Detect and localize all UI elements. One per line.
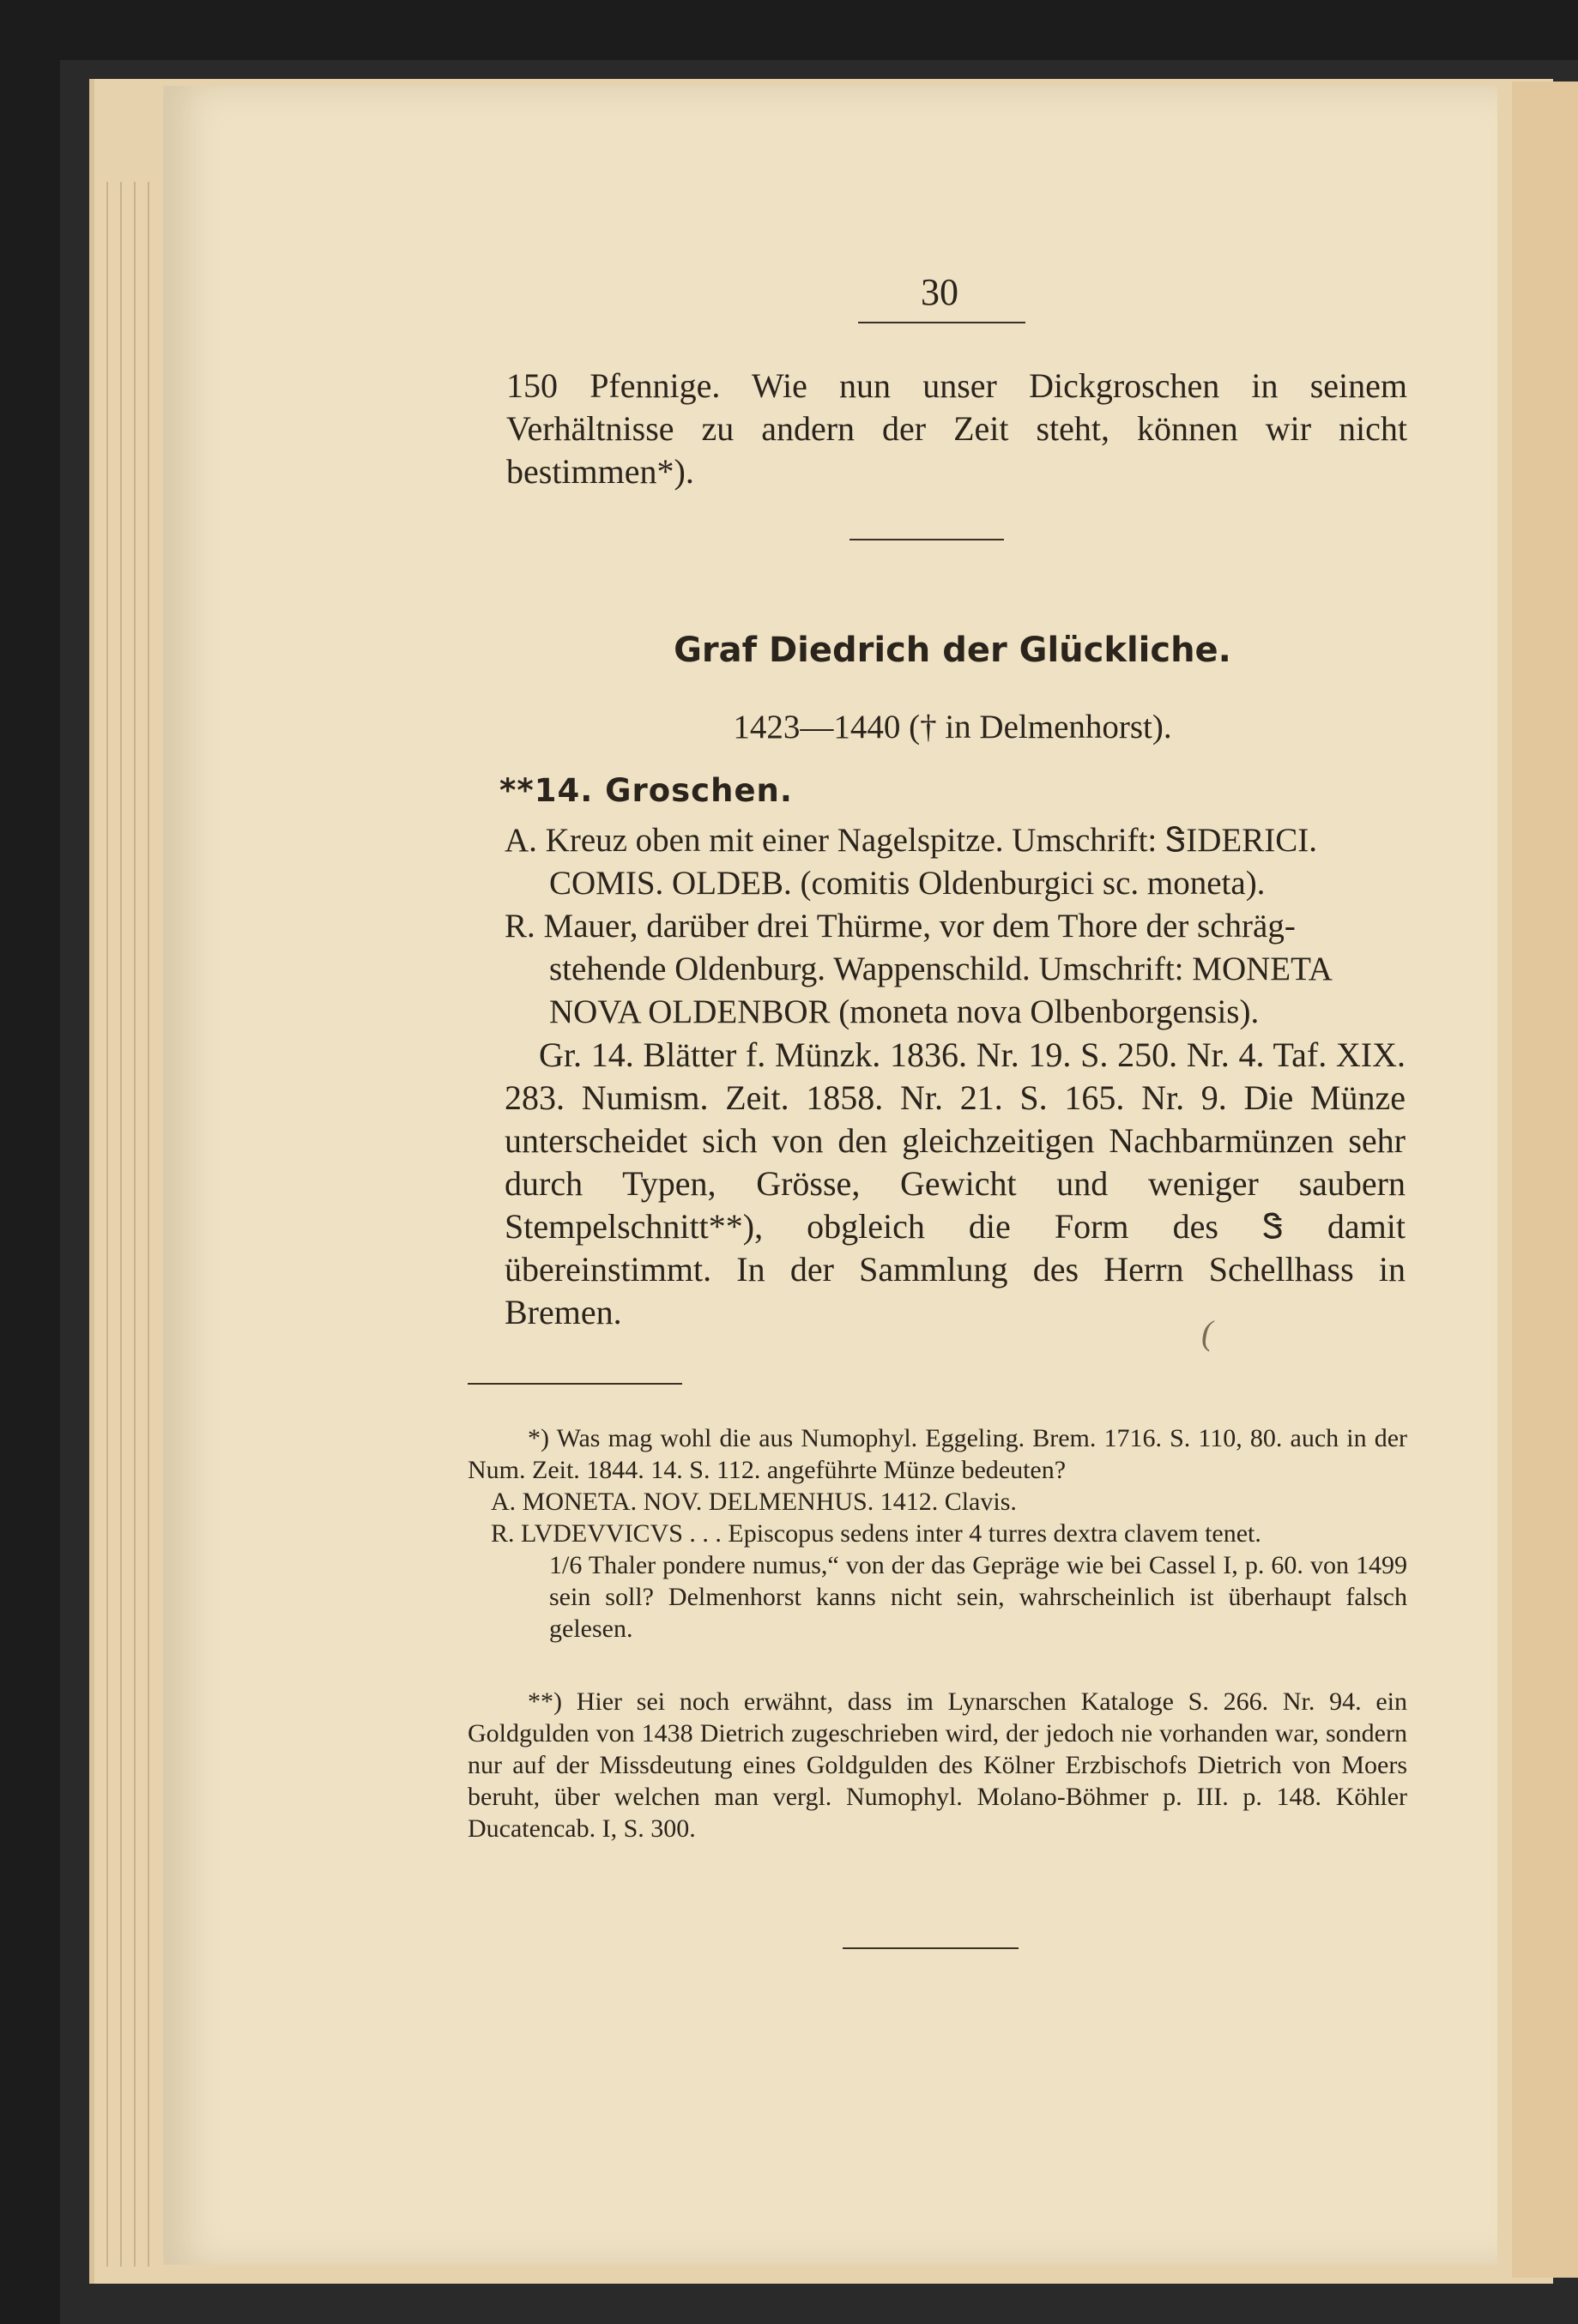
pencil-mark: ( — [1201, 1313, 1213, 1352]
reverse-line: stehende Oldenburg. Wappenschild. Umschrift: MONETA — [549, 951, 1333, 987]
coin-entry-title: **14. Groschen. — [499, 772, 793, 809]
footnote-1-line-r: R. LVDEVVICVS . . . Episcopus sedens inter 4 turres dextra clavem tenet. — [491, 1519, 1261, 1548]
obverse-line: COMIS. OLDEB. (comitis Oldenburgici sc. moneta). — [549, 865, 1266, 902]
continuation-paragraph: 150 Pfennige. Wie nun unser Dickgroschen in seinem Verhältnisse zu andern der Zeit steht, können wir nicht bestimmen*). — [506, 366, 1407, 491]
footnote-1-continuation: 1/6 Thaler pondere numus,“ von der das Gepräge wie bei Cassel I, p. 60. von 1499 sein soll? Delmenhorst kanns nicht sein, wahrscheinlich ist überhaupt falsch gelesen. — [549, 1551, 1407, 1643]
page-number: 30 — [921, 271, 958, 313]
footnote-1-line-a: A. MONETA. NOV. DELMENHUS. 1412. Clavis. — [491, 1488, 1017, 1516]
section-subheading: 1423—1440 († in Delmenhorst). — [733, 709, 1172, 745]
page-number-rule — [858, 322, 1025, 323]
bottom-divider — [843, 1947, 1019, 1949]
footnote-rule — [468, 1383, 682, 1385]
section-divider — [849, 539, 1004, 540]
footnote-1-text: *) Was mag wohl die aus Numophyl. Eggeling. Brem. 1716. S. 110, 80. auch in der Num. Zeit. 1844. 14. S. 112. angeführte Münze bedeuten? — [468, 1424, 1407, 1484]
references-paragraph: Gr. 14. Blätter f. Münzk. 1836. Nr. 19. S. 250. Nr. 4. Taf. XIX. 283. Numism. Zeit. 1858. Nr. 21. S. 165. Nr. 9. Die Münze unterscheidet sich von den gleichzeitigen Nachbarmünzen sehr durch Typen, Grösse, Gewicht und weniger saubern Stempelschnitt**), obgleich die Form des Ꮥ damit übereinstimmt. In der Sammlung des Herrn Schellhass in Bremen. — [505, 1035, 1406, 1331]
footnote-2-text: **) Hier sei noch erwähnt, dass im Lynarschen Kataloge S. 266. Nr. 94. ein Goldgulden von 1438 Dietrich zugeschrieben wird, der jedoch nie vorhanden war, sondern nur auf der Missdeutung eines Goldgulden des Kölner Erzbischofs Dietrich von Moers beruht, über welchen man vergl. Numophyl. Molano-Böhmer p. III. p. 148. Köhler Ducatencab. I, S. 300. — [468, 1687, 1407, 1843]
section-heading: Graf Diedrich der Glückliche. — [674, 631, 1231, 670]
reverse-line: R. Mauer, darüber drei Thürme, vor dem Thore der schräg- — [505, 908, 1296, 945]
obverse-line: A. Kreuz oben mit einer Nagelspitze. Umschrift: ᏕIDERICI. — [505, 822, 1317, 859]
reverse-line: NOVA OLDENBOR (moneta nova Olbenborgensis). — [549, 993, 1260, 1030]
